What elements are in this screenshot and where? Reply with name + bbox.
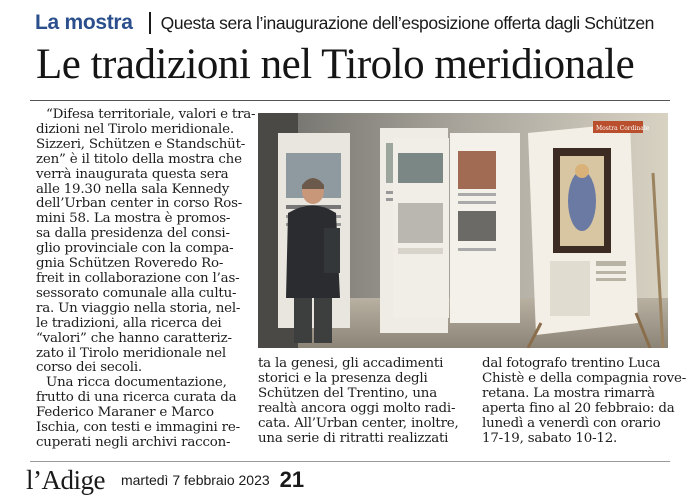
article-line: glio provinciale con la compa-	[36, 241, 234, 257]
article-line: Chistè e della compagnia rove-	[482, 370, 687, 386]
article-line: sa dalla presidenza del consi-	[36, 226, 230, 242]
article-line: ta la genesi, gli accadimenti	[258, 356, 444, 371]
article-column-middle	[258, 357, 476, 446]
section-label: La mostra	[35, 11, 133, 34]
article-line: dal fotografo trentino Luca	[482, 356, 661, 371]
article-line: sessorato comunale alla cultu-	[36, 285, 237, 301]
article-line: lunedì a venerdì con orario	[482, 415, 661, 431]
article-line: cuperati negli archivi raccon-	[36, 434, 231, 450]
footer-divider	[30, 461, 670, 462]
article-line: zen” è il titolo della mostra che	[36, 151, 242, 167]
article-line: Schützen del Trentino, una	[258, 385, 437, 401]
kicker-subtitle: Questa sera l’inaugurazione dell’esposizione offerta dagli Schützen	[160, 12, 655, 33]
article-line: frutto di una ricerca curata da	[36, 390, 237, 406]
issue-date: martedì 7 febbraio 2023	[120, 472, 270, 488]
article-line: ra. Un viaggio nella storia, nel-	[36, 300, 241, 316]
article-line: cata. All’Urban center, inoltre,	[258, 415, 459, 431]
headline: Le tradizioni nel Tirolo meridionale	[36, 41, 635, 88]
article-line: zato il Tirolo meridionale nel	[36, 345, 226, 361]
article-line: Sizzeri, Schützen e Standschüt-	[36, 136, 246, 152]
article-line: alle 19.30 nella sala Kennedy	[36, 181, 230, 197]
headline-divider	[30, 100, 670, 101]
article-column-right	[482, 357, 692, 446]
article-line: “Difesa territoriale, valori e tra-	[46, 107, 256, 122]
article-line: Federico Maraner e Marco	[36, 405, 214, 421]
article-line: freit in collaborazione con l’as-	[36, 270, 240, 286]
article-line: dizioni nel Tirolo meridionale.	[36, 121, 234, 137]
article-line: corso dei secoli.	[36, 360, 142, 376]
article-line: 17-19, sabato 10-12.	[482, 430, 618, 446]
article-line: verrà inaugurata questa sera	[36, 166, 229, 182]
article-line: realtà ancora oggi molto radi-	[258, 400, 456, 416]
article-line: retana. La mostra rimarrà	[482, 385, 655, 401]
article-line: Ischia, con testi e immagini re-	[36, 420, 240, 436]
article-line: una serie di ritratti realizzati	[258, 430, 449, 446]
article-line: Una ricca documentazione,	[46, 375, 227, 391]
article-column-left	[36, 107, 256, 451]
article-line: aperta fino al 20 febbraio: da	[482, 400, 675, 416]
panel-label: Mostra Cordinale	[596, 125, 650, 132]
article-line: dell’Urban center in corso Ros-	[36, 196, 243, 212]
article-line: mini 58. La mostra è promos-	[36, 211, 231, 227]
page-number: 21	[279, 467, 305, 492]
newspaper-logo: l’Adige	[26, 464, 105, 495]
article-line: le tradizioni, alla ricerca dei	[36, 315, 222, 331]
kicker-row	[35, 8, 685, 38]
kicker-divider	[149, 12, 151, 34]
page-footer	[26, 463, 304, 497]
article-line: storici e la presenza degli	[258, 370, 428, 386]
article-line: “valori” che hanno caratteriz-	[36, 330, 232, 346]
exhibition-photo	[258, 113, 668, 348]
article-line: gnia Schützen Roveredo Ro-	[36, 256, 224, 272]
